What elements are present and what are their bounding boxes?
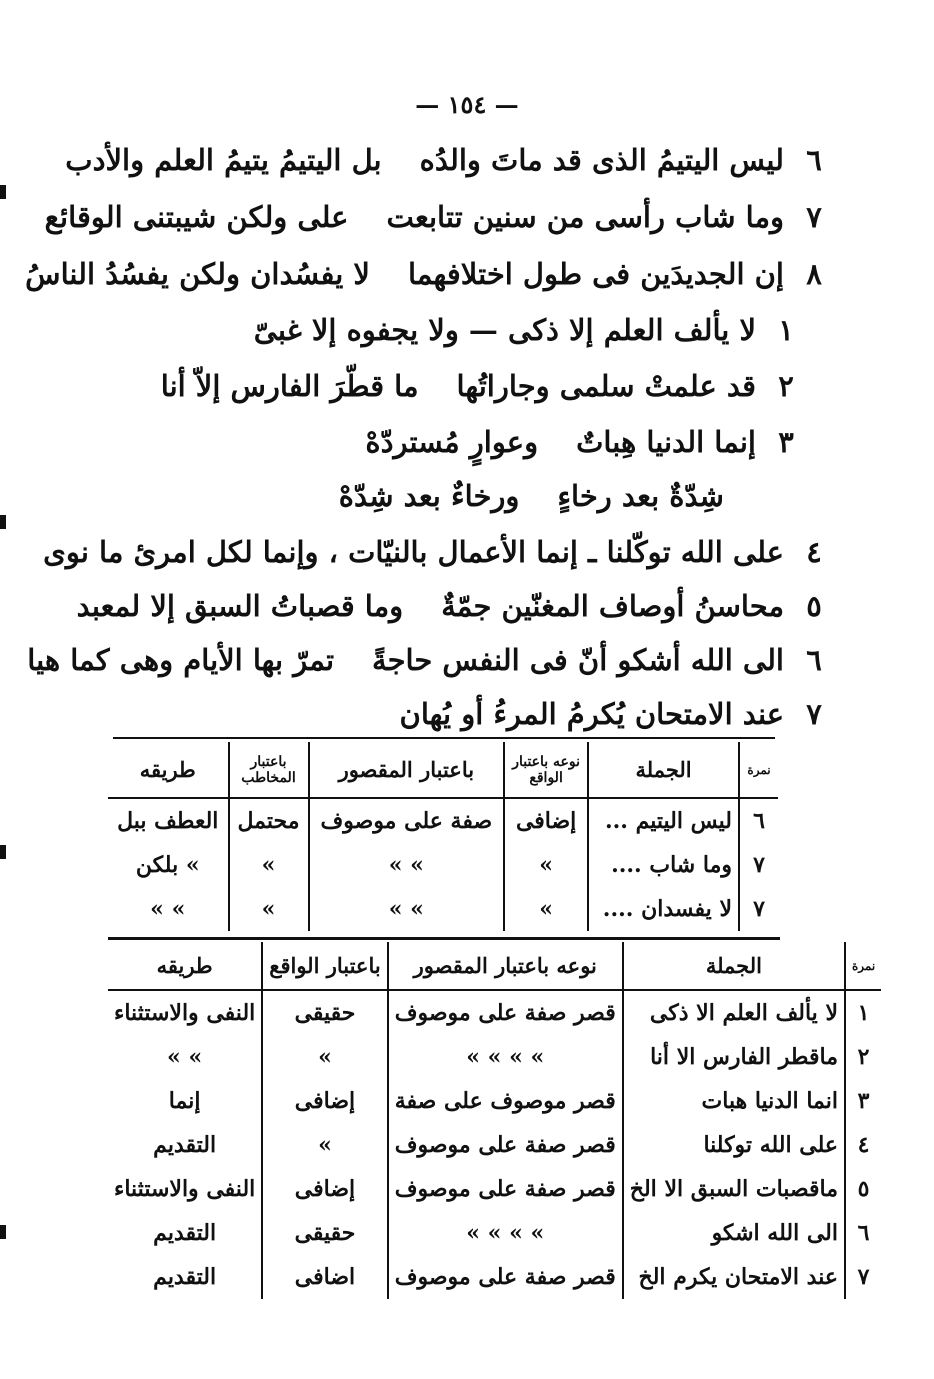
cell-waqi: حقيقى	[262, 1211, 387, 1255]
cell-tariqa: التقديم	[153, 1220, 217, 1246]
verse-first-half: إنما الدنيا هِباتٌ	[576, 425, 756, 459]
exercise-text: لا يألف العلم إلا ذكى — ولا يجفوه إلا غبىّ	[253, 313, 756, 347]
column-header-waqi: باعتبار الواقع	[262, 942, 387, 990]
cell-number: ٤	[845, 1123, 881, 1167]
table-top-rule	[108, 937, 780, 940]
column-header-number: نمرة	[739, 742, 778, 798]
exercise-line	[365, 422, 794, 462]
cell-sentence: وما شاب ....	[588, 843, 739, 887]
column-header-tariqa: طريقه	[139, 757, 196, 782]
verse-first-half: محاسنُ أوصاف المغنّين جمّةٌ	[441, 589, 784, 623]
exercise-line	[43, 532, 822, 572]
cell-sentence: لا يألف العلم الا ذكى	[623, 990, 845, 1035]
table-row	[108, 798, 778, 843]
verse-line	[65, 140, 822, 180]
scan-edge-mark	[0, 1225, 6, 1239]
verse-first-half: ليس اليتيمُ الذى قد ماتَ والدُه	[419, 143, 784, 177]
cell-type: »	[504, 887, 588, 931]
analysis-table-2	[108, 942, 881, 1299]
cell-sentence: عند الامتحان يكرم الخ	[623, 1255, 845, 1299]
exercise-line	[399, 694, 822, 734]
cell-mukhatab: »	[229, 843, 309, 887]
cell-type: إضافى	[504, 798, 588, 843]
verse-number: ٧	[806, 200, 822, 234]
cell-number: ٣	[845, 1079, 881, 1123]
table-row	[108, 1123, 881, 1167]
analysis-table-1	[108, 742, 778, 931]
verse-number: ٨	[806, 257, 822, 291]
cell-tariqa: » »	[150, 896, 186, 922]
cell-tariqa: » بلكن	[135, 852, 200, 878]
exercise-number: ١	[778, 313, 794, 347]
table-row	[108, 1167, 881, 1211]
cell-sentence: على الله توكلنا	[623, 1123, 845, 1167]
table-row	[108, 887, 778, 931]
exercise-number: ٤	[806, 535, 822, 569]
exercise-text: عند الامتحان يُكرمُ المرءُ أو يُهان	[399, 697, 784, 731]
scan-edge-mark	[0, 845, 6, 859]
cell-type: » » » »	[388, 1035, 623, 1079]
verse-first-half: الى الله أشكو أنّ فى النفس حاجةً	[372, 643, 784, 677]
cell-sentence: ليس اليتيم ...	[588, 798, 739, 843]
exercise-number: ٢	[778, 369, 794, 403]
cell-maqsur: » »	[309, 843, 505, 887]
cell-maqsur: صفة على موصوف	[309, 798, 505, 843]
cell-tariqa: التقديم	[153, 1264, 217, 1290]
exercise-number: ٣	[778, 425, 794, 459]
cell-type: قصر صفة على موصوف	[388, 1255, 623, 1299]
cell-sentence: لا يفسدان ....	[588, 887, 739, 931]
exercise-line	[76, 586, 822, 626]
verse-first-half: وما شاب رأسى من سنين تتابعت	[386, 200, 784, 234]
cell-tariqa: التقديم	[153, 1132, 217, 1158]
cell-mukhatab: محتمل	[229, 798, 309, 843]
cell-sentence: ماقطر الفارس الا أنا	[623, 1035, 845, 1079]
cell-waqi: إضافى	[262, 1167, 387, 1211]
page-number: — ١٥٤ —	[415, 90, 519, 119]
table-row	[108, 1035, 881, 1079]
cell-waqi: »	[262, 1123, 387, 1167]
verse-line	[44, 197, 822, 237]
cell-number: ٦	[845, 1211, 881, 1255]
verse-second-half: تمرّ بها الأيام وهى كما هيا	[27, 643, 335, 677]
scan-edge-mark	[0, 185, 6, 199]
column-header-sentence: الجملة	[588, 742, 739, 798]
cell-sentence: انما الدنيا هبات	[623, 1079, 845, 1123]
table-row	[108, 990, 881, 1035]
cell-tariqa: العطف ببل	[117, 808, 219, 834]
cell-type: قصر موصوف على صفة	[388, 1079, 623, 1123]
verse-line	[25, 254, 822, 294]
table-row	[108, 1211, 881, 1255]
exercise-line	[27, 640, 822, 680]
column-header-maqsur: باعتبار المقصور	[309, 742, 505, 798]
cell-number: ٧	[739, 843, 778, 887]
column-header-sentence: الجملة	[623, 942, 845, 990]
verse-second-half: ما قطّرَ الفارس إلاّ أنا	[160, 369, 419, 403]
cell-number: ١	[845, 990, 881, 1035]
exercise-line	[253, 310, 794, 350]
cell-waqi: إضافى	[262, 1079, 387, 1123]
cell-tariqa: » »	[167, 1044, 203, 1070]
column-header-type: نوعه باعتبار المقصور	[388, 942, 623, 990]
cell-number: ٧	[845, 1255, 881, 1299]
cell-mukhatab: »	[229, 887, 309, 931]
scan-edge-mark	[0, 515, 6, 529]
verse-second-half: لا يفسُدان ولكن يفسُدُ الناسُ	[25, 257, 370, 291]
cell-number: ٧	[739, 887, 778, 931]
verse-number: ٦	[806, 143, 822, 177]
verse-second-half: على ولكن شيبتنى الوقائع	[44, 200, 349, 234]
verse-second-half: بل اليتيمُ يتيمُ العلم والأدب	[65, 143, 382, 177]
cell-waqi: »	[262, 1035, 387, 1079]
exercise-number: ٧	[806, 697, 822, 731]
verse-first-half: شِدّةٌ بعد رخاءٍ	[557, 479, 724, 513]
cell-waqi: اضافى	[262, 1255, 387, 1299]
verse-second-half: ورخاءٌ بعد شِدّهْ	[338, 479, 520, 513]
cell-tariqa: إنما	[168, 1088, 201, 1114]
cell-type: قصر صفة على موصوف	[388, 1123, 623, 1167]
table-top-rule	[113, 737, 775, 739]
column-header-type: نوعه باعتبار الواقع	[504, 742, 588, 798]
exercise-number: ٦	[806, 643, 822, 677]
cell-sentence: ماقصبات السبق الا الخ	[623, 1167, 845, 1211]
table-row	[108, 843, 778, 887]
cell-tariqa: النفى والاستثناء	[114, 1176, 256, 1202]
verse-second-half: وما قصباتُ السبق إلا لمعبد	[76, 589, 404, 623]
exercise-number: ٥	[806, 589, 822, 623]
cell-type: »	[504, 843, 588, 887]
cell-number: ٢	[845, 1035, 881, 1079]
cell-waqi: حقيقى	[262, 990, 387, 1035]
cell-tariqa: النفى والاستثناء	[114, 1000, 256, 1026]
cell-maqsur: » »	[309, 887, 505, 931]
cell-number: ٥	[845, 1167, 881, 1211]
column-header-tariqa: طريقه	[156, 953, 213, 978]
exercise-line	[160, 366, 794, 406]
verse-second-half: وعوارٍ مُستردّهْ	[365, 425, 539, 459]
table-row	[108, 1079, 881, 1123]
verse-first-half: إن الجديدَين فى طول اختلافهما	[407, 257, 784, 291]
cell-sentence: الى الله اشكو	[623, 1211, 845, 1255]
exercise-line	[339, 476, 724, 516]
cell-type: قصر صفة على موصوف	[388, 1167, 623, 1211]
cell-type: » » » »	[388, 1211, 623, 1255]
cell-type: قصر صفة على موصوف	[388, 990, 623, 1035]
cell-number: ٦	[739, 798, 778, 843]
column-header-number: نمرة	[845, 942, 881, 990]
verse-first-half: قد علمتْ سلمى وجاراتُها	[456, 369, 756, 403]
exercise-text: على الله توكّلنا ـ إنما الأعمال بالنيّات ، وإنما لكل امرئ ما نوى	[43, 535, 784, 569]
column-header-mukhatab: باعتبار المخاطب	[229, 742, 309, 798]
table-row	[108, 1255, 881, 1299]
